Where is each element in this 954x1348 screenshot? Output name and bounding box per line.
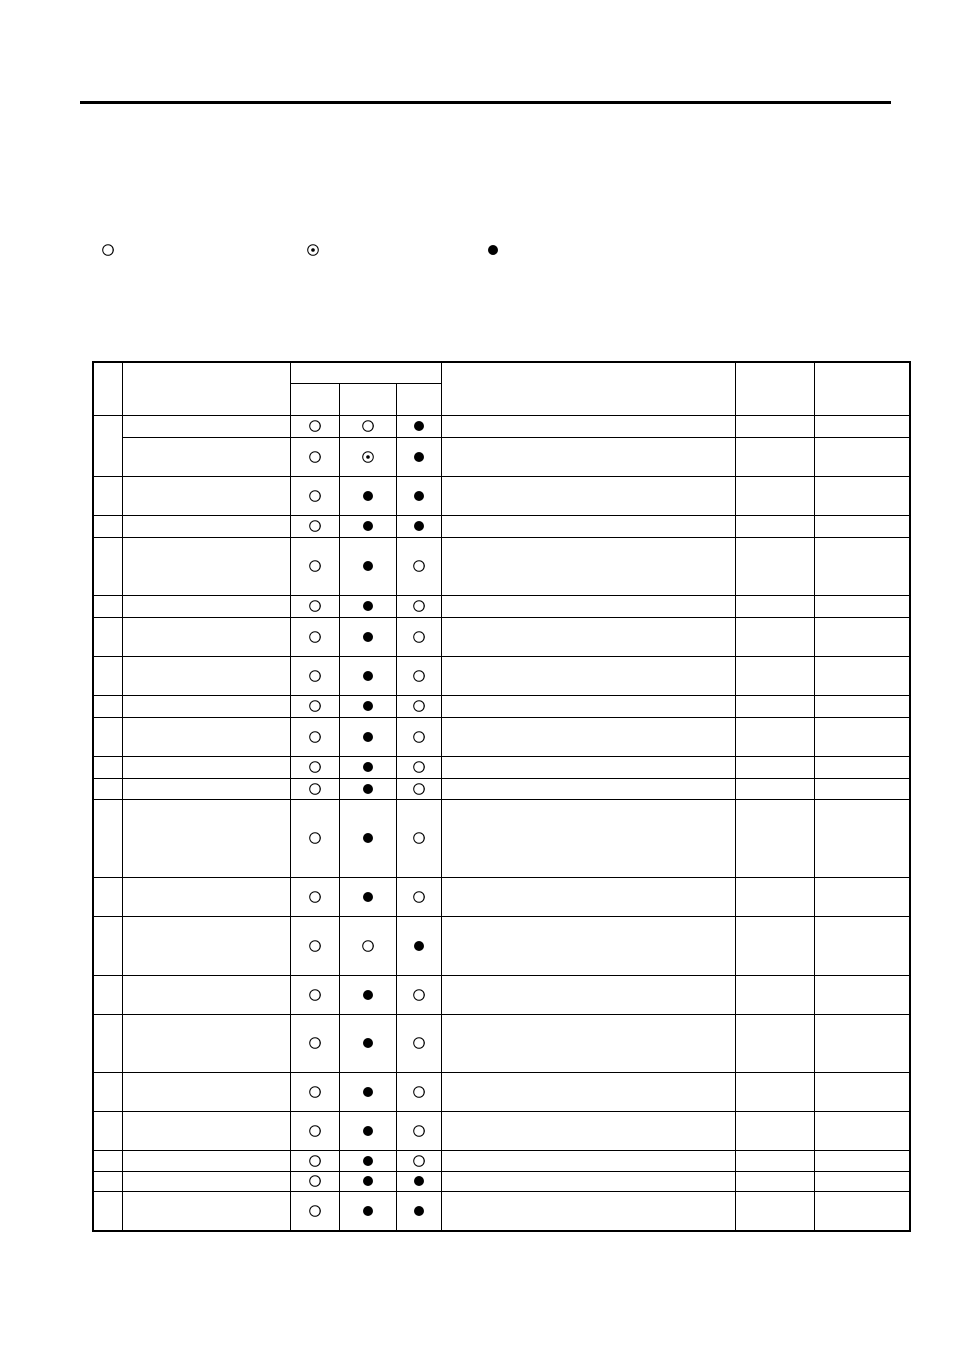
table-rule [396,476,397,515]
table-rule [396,383,397,415]
filled-circle-icon [361,630,375,644]
table-rule [339,756,340,778]
table-rule [290,537,291,595]
table-rule [122,437,123,476]
table-rule [339,1072,340,1111]
table-rule [396,537,397,595]
table-rule [441,363,442,415]
table-rule [290,363,291,415]
table-rule [94,415,909,416]
table-rule [735,799,736,877]
table-rule [735,415,736,437]
table-rule [441,656,442,695]
table-rule [290,916,291,975]
table-rule [735,975,736,1014]
open-circle-icon [308,831,322,845]
table-rule [441,1150,442,1171]
table-rule [94,717,909,718]
table-rule [290,717,291,756]
table-rule [290,515,291,537]
table-rule [735,1072,736,1111]
filled-circle-icon [361,760,375,774]
table-rule [122,476,123,515]
table-rule [122,437,909,438]
table-rule [735,437,736,476]
table-rule [290,595,291,617]
table-rule [396,695,397,717]
filled-circle-icon [361,1124,375,1138]
table-rule [735,476,736,515]
marks-table [92,361,911,1232]
open-circle-icon [412,1036,426,1050]
table-rule [122,415,123,437]
table-rule [122,537,123,595]
table-rule [396,778,397,799]
table-rule [735,363,736,415]
table-rule [94,756,909,757]
filled-circle-icon [361,988,375,1002]
table-rule [290,415,291,437]
filled-circle-icon [361,1036,375,1050]
table-rule [814,415,815,437]
table-rule [814,877,815,916]
table-rule [441,1111,442,1150]
open-circle-icon [308,559,322,573]
table-rule [339,656,340,695]
open-circle-icon [308,1154,322,1168]
table-rule [396,595,397,617]
table-rule [735,1150,736,1171]
table-rule [122,617,123,656]
open-circle-icon [308,1204,322,1218]
filled-circle-icon [361,1154,375,1168]
table-rule [814,756,815,778]
filled-circle-icon [361,699,375,713]
open-circle-icon [412,1085,426,1099]
table-rule [396,437,397,476]
table-rule [396,515,397,537]
table-rule [441,916,442,975]
table-rule [396,656,397,695]
filled-circle-icon [361,730,375,744]
table-rule [94,476,909,477]
table-rule [441,1072,442,1111]
table-rule [339,415,340,437]
table-rule [735,537,736,595]
table-rule [94,778,909,779]
table-rule [290,778,291,799]
open-circle-icon [308,669,322,683]
table-rule [441,437,442,476]
filled-circle-icon [412,489,426,503]
table-rule [396,1150,397,1171]
table-rule [290,1171,291,1191]
table-rule [396,415,397,437]
table-rule [814,717,815,756]
table-rule [396,1014,397,1072]
dotted-circle-icon [361,450,375,464]
table-rule [339,437,340,476]
open-circle-icon [412,1154,426,1168]
open-circle-icon [308,699,322,713]
table-rule [94,877,909,878]
table-rule [735,916,736,975]
filled-circle-icon [412,519,426,533]
table-rule [441,717,442,756]
open-circle-icon [412,890,426,904]
table-rule [814,537,815,595]
table-rule [122,799,123,877]
open-circle-icon [412,669,426,683]
open-circle-icon [412,630,426,644]
table-rule [339,1111,340,1150]
table-rule [290,1014,291,1072]
table-rule [396,1072,397,1111]
open-circle-icon [412,1124,426,1138]
table-rule [290,695,291,717]
table-rule [814,1150,815,1171]
table-rule [396,877,397,916]
open-circle-icon [308,489,322,503]
table-rule [122,363,123,415]
table-rule [122,1014,123,1072]
table-rule [94,916,909,917]
table-rule [122,595,123,617]
open-circle-icon [412,782,426,796]
open-circle-icon [412,699,426,713]
open-circle-icon [308,988,322,1002]
table-rule [735,656,736,695]
table-rule [94,1191,909,1192]
table-rule [290,656,291,695]
open-circle-icon [308,450,322,464]
table-rule [396,916,397,975]
table-rule [441,415,442,437]
table-rule [339,916,340,975]
table-rule [441,595,442,617]
table-rule [339,1191,340,1230]
open-circle-icon [308,1036,322,1050]
table-rule [290,799,291,877]
filled-circle-icon [361,1085,375,1099]
filled-circle-icon [412,419,426,433]
table-rule [339,778,340,799]
table-rule [396,1111,397,1150]
table-rule [396,756,397,778]
table-rule [735,515,736,537]
table-rule [441,1191,442,1230]
table-rule [290,383,441,384]
table-rule [290,975,291,1014]
filled-circle-icon [412,939,426,953]
table-rule [290,1111,291,1150]
table-rule [339,1171,340,1191]
table-rule [339,975,340,1014]
table-rule [735,877,736,916]
table-rule [290,756,291,778]
table-rule [441,1171,442,1191]
table-rule [441,756,442,778]
open-circle-icon [361,419,375,433]
table-rule [94,617,909,618]
filled-circle-icon [412,1174,426,1188]
filled-circle-icon [412,1204,426,1218]
table-rule [814,1014,815,1072]
open-circle-icon [308,939,322,953]
table-rule [94,1171,909,1172]
table-rule [441,537,442,595]
table-rule [814,778,815,799]
table-rule [94,1111,909,1112]
table-rule [814,656,815,695]
table-rule [122,1150,123,1171]
table-rule [339,476,340,515]
table-rule [735,1171,736,1191]
table-rule [396,617,397,656]
table-rule [122,877,123,916]
table-rule [735,617,736,656]
open-circle-icon [412,730,426,744]
table-rule [339,695,340,717]
table-rule [122,916,123,975]
open-circle-icon [308,419,322,433]
table-rule [339,877,340,916]
filled-circle-icon [361,669,375,683]
table-rule [94,975,909,976]
dotted-circle-icon [306,243,320,257]
open-circle-icon [361,939,375,953]
table-rule [290,617,291,656]
open-circle-icon [412,988,426,1002]
table-rule [814,476,815,515]
open-circle-icon [308,782,322,796]
table-rule [339,515,340,537]
table-rule [814,695,815,717]
table-rule [339,1014,340,1072]
open-circle-icon [308,519,322,533]
table-rule [814,515,815,537]
table-rule [814,1191,815,1230]
open-circle-icon [308,730,322,744]
filled-circle-icon [361,559,375,573]
table-rule [814,437,815,476]
table-rule [441,799,442,877]
table-rule [735,1111,736,1150]
open-circle-icon [308,890,322,904]
open-circle-icon [412,599,426,613]
table-rule [396,799,397,877]
table-rule [396,717,397,756]
table-rule [814,595,815,617]
filled-circle-icon [361,599,375,613]
filled-circle-icon [361,782,375,796]
table-rule [94,1150,909,1151]
open-circle-icon [308,599,322,613]
table-rule [735,695,736,717]
open-circle-icon [308,630,322,644]
open-circle-icon [308,760,322,774]
table-rule [396,1171,397,1191]
filled-circle-icon [361,890,375,904]
table-rule [735,1014,736,1072]
filled-circle-icon [412,450,426,464]
table-rule [290,1150,291,1171]
table-rule [290,1191,291,1230]
table-rule [441,695,442,717]
open-circle-icon [412,760,426,774]
table-rule [396,1191,397,1230]
table-rule [339,799,340,877]
table-rule [814,1111,815,1150]
table-rule [814,1171,815,1191]
table-rule [290,437,291,476]
table-rule [122,756,123,778]
table-rule [122,1191,123,1230]
table-rule [441,617,442,656]
table-rule [94,799,909,800]
table-rule [122,1072,123,1111]
table-rule [339,1150,340,1171]
open-circle-icon [308,1085,322,1099]
table-rule [441,877,442,916]
open-circle-icon [412,831,426,845]
open-circle-icon [308,1124,322,1138]
table-rule [122,515,123,537]
filled-circle-icon [361,489,375,503]
open-circle-icon [308,1174,322,1188]
table-rule [122,975,123,1014]
table-rule [735,778,736,799]
table-rule [339,383,340,415]
table-rule [814,975,815,1014]
table-rule [735,756,736,778]
table-rule [396,975,397,1014]
table-rule [290,476,291,515]
filled-circle-icon [486,243,500,257]
table-rule [122,778,123,799]
table-rule [94,656,909,657]
table-rule [814,1072,815,1111]
table-rule [441,1014,442,1072]
table-rule [735,595,736,617]
filled-circle-icon [361,519,375,533]
filled-circle-icon [361,1174,375,1188]
table-rule [290,1072,291,1111]
table-rule [122,1111,123,1150]
table-rule [339,617,340,656]
filled-circle-icon [361,1204,375,1218]
filled-circle-icon [361,831,375,845]
top-rule [80,101,891,104]
table-rule [339,537,340,595]
table-rule [441,778,442,799]
open-circle-icon [101,243,115,257]
table-rule [339,595,340,617]
table-rule [814,916,815,975]
table-rule [94,515,909,516]
table-rule [814,617,815,656]
table-rule [441,515,442,537]
table-rule [94,1014,909,1015]
table-rule [94,695,909,696]
table-rule [339,717,340,756]
open-circle-icon [412,559,426,573]
table-rule [735,1191,736,1230]
table-rule [94,595,909,596]
table-rule [122,656,123,695]
table-rule [94,537,909,538]
table-rule [814,799,815,877]
table-rule [814,363,815,415]
table-rule [290,877,291,916]
table-rule [122,695,123,717]
table-rule [94,1072,909,1073]
table-rule [441,975,442,1014]
table-rule [122,1171,123,1191]
table-rule [735,717,736,756]
table-rule [441,476,442,515]
table-rule [122,717,123,756]
